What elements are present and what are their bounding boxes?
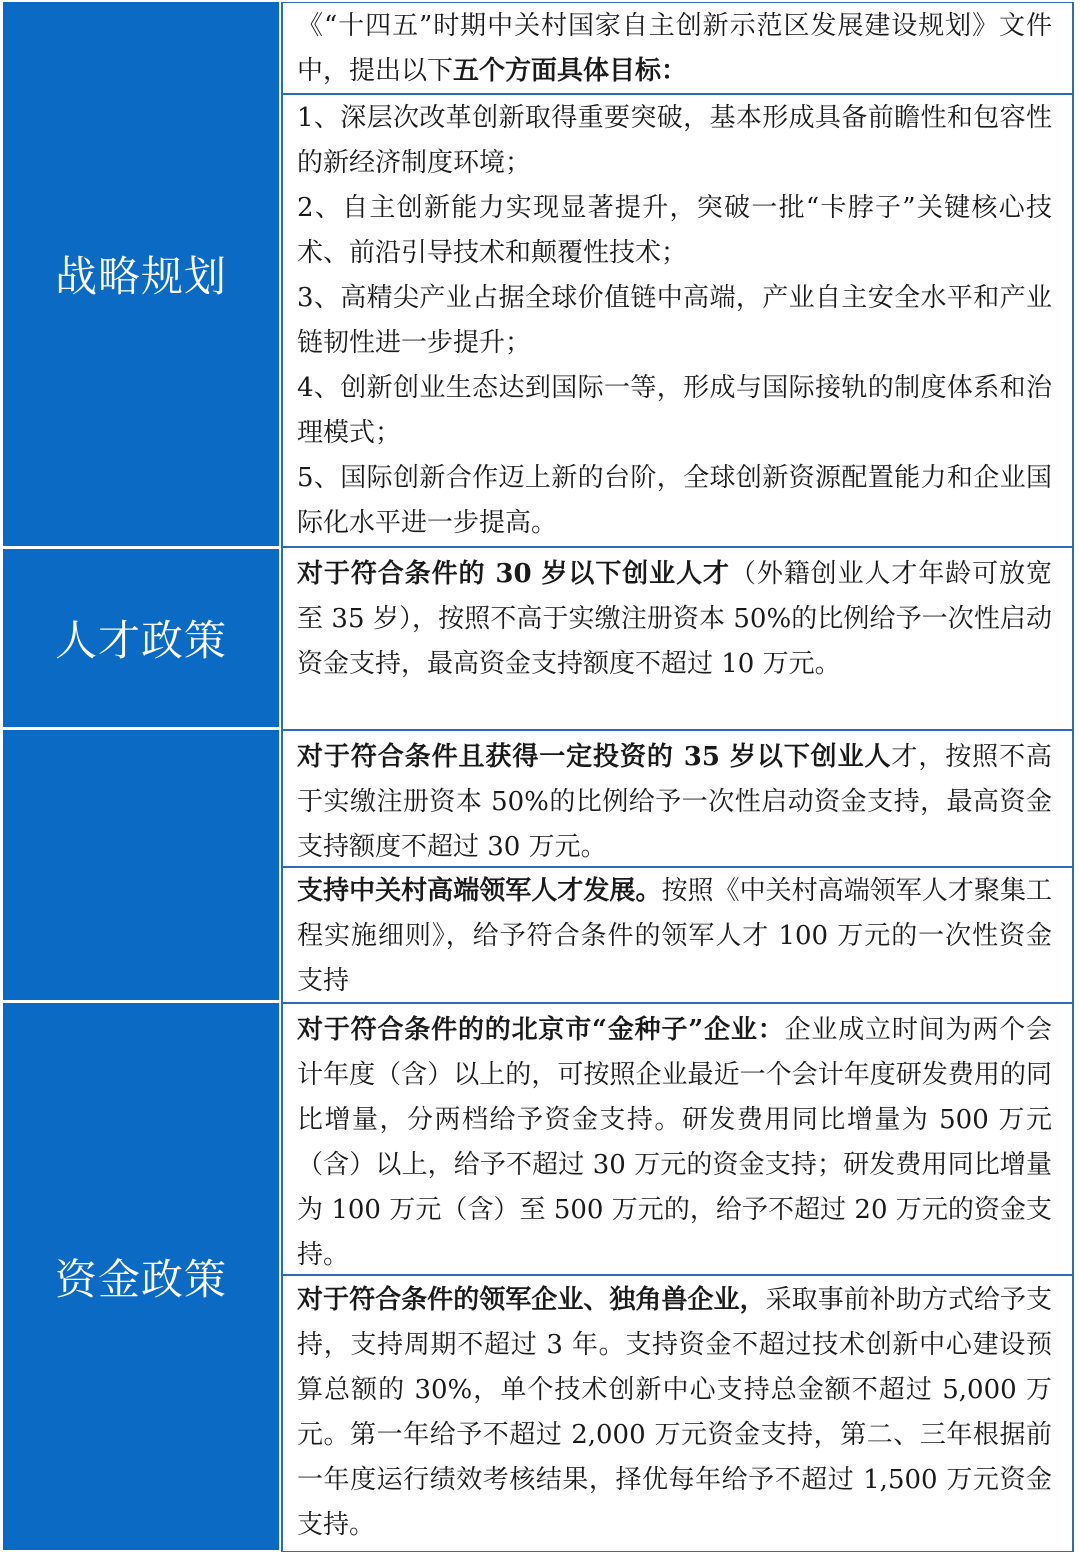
goal-item: 3、高精尖产业占据全球价值链中高端，产业自主安全水平和产业链韧性进一步提升； bbox=[297, 283, 1052, 358]
section-title-strategy: 战略规划 bbox=[3, 2, 280, 546]
section-title-talent: 人才政策 bbox=[3, 549, 280, 727]
talent-policy-3-cell bbox=[281, 867, 1074, 1003]
funding-policy-2: 对于符合条件的领军企业、独角兽企业，采取事前补助方式给予支持，支持周期不超过 3 年。支持资金不超过技术创新中心建设预算总额的 30%，单个技术创新中心支持总金额不超过 5,000 万元。第一年给予不超过 2,000 万元资金支持，第二、三年根据前一年度运行绩效考核结果，择优每年给予不超过 1,500 万元资金支持。 bbox=[297, 1285, 1052, 1540]
goal-item: 1、深层次改革创新取得重要突破，基本形成具备前瞻性和包容性的新经济制度环境； bbox=[297, 103, 1052, 178]
funding-policy-1: 对于符合条件的的北京市“金种子”企业：企业成立时间为两个会计年度（含）以上的，可按照企业最近一个会计年度研发费用的同比增量，分两档给予资金支持。研发费用同比增量为 500 万元（含）以上，给予不超过 30 万元的资金支持；研发费用同比增量为 100 万元（含）至 500 万元的，给予不超过 20 万元的资金支持。 bbox=[297, 1015, 1052, 1270]
goal-item: 5、国际创新合作迈上新的台阶，全球创新资源配置能力和企业国际化水平进一步提高。 bbox=[297, 463, 1052, 538]
section-title-funding: 资金政策 bbox=[3, 1003, 280, 1550]
talent-policy-2-cell bbox=[281, 730, 1074, 867]
strategy-goals-cell bbox=[281, 94, 1074, 547]
talent-policy-1-cell bbox=[281, 547, 1074, 730]
talent-policy-2: 对于符合条件且获得一定投资的 35 岁以下创业人才，按照不高于实缴注册资本 50%的比例给予一次性启动资金支持，最高资金支持额度不超过 30 万元。 bbox=[297, 742, 1052, 862]
strategy-intro-cell bbox=[281, 2, 1074, 94]
goal-item: 4、创新创业生态达到国际一等，形成与国际接轨的制度体系和治理模式； bbox=[297, 373, 1052, 448]
funding-policy-2-cell bbox=[281, 1275, 1074, 1552]
talent-policy-1: 对于符合条件的 30 岁以下创业人才（外籍创业人才年龄可放宽至 35 岁），按照不高于实缴注册资本 50%的比例给予一次性启动资金支持，最高资金支持额度不超过 10 万元。 bbox=[297, 559, 1052, 679]
talent-policy-3: 支持中关村高端领军人才发展。按照《中关村高端领军人才聚集工程实施细则》，给予符合条件的领军人才 100 万元的一次性资金支持 bbox=[297, 876, 1052, 996]
section-title-blank bbox=[3, 730, 280, 1000]
funding-policy-1-cell bbox=[281, 1003, 1074, 1275]
strategy-intro: 《“十四五”时期中关村国家自主创新示范区发展建设规划》文件中，提出以下五个方面具体目标： bbox=[297, 11, 1052, 86]
goal-item: 2、自主创新能力实现显著提升，突破一批“卡脖子”关键核心技术、前沿引导技术和颠覆性技术； bbox=[297, 193, 1052, 268]
